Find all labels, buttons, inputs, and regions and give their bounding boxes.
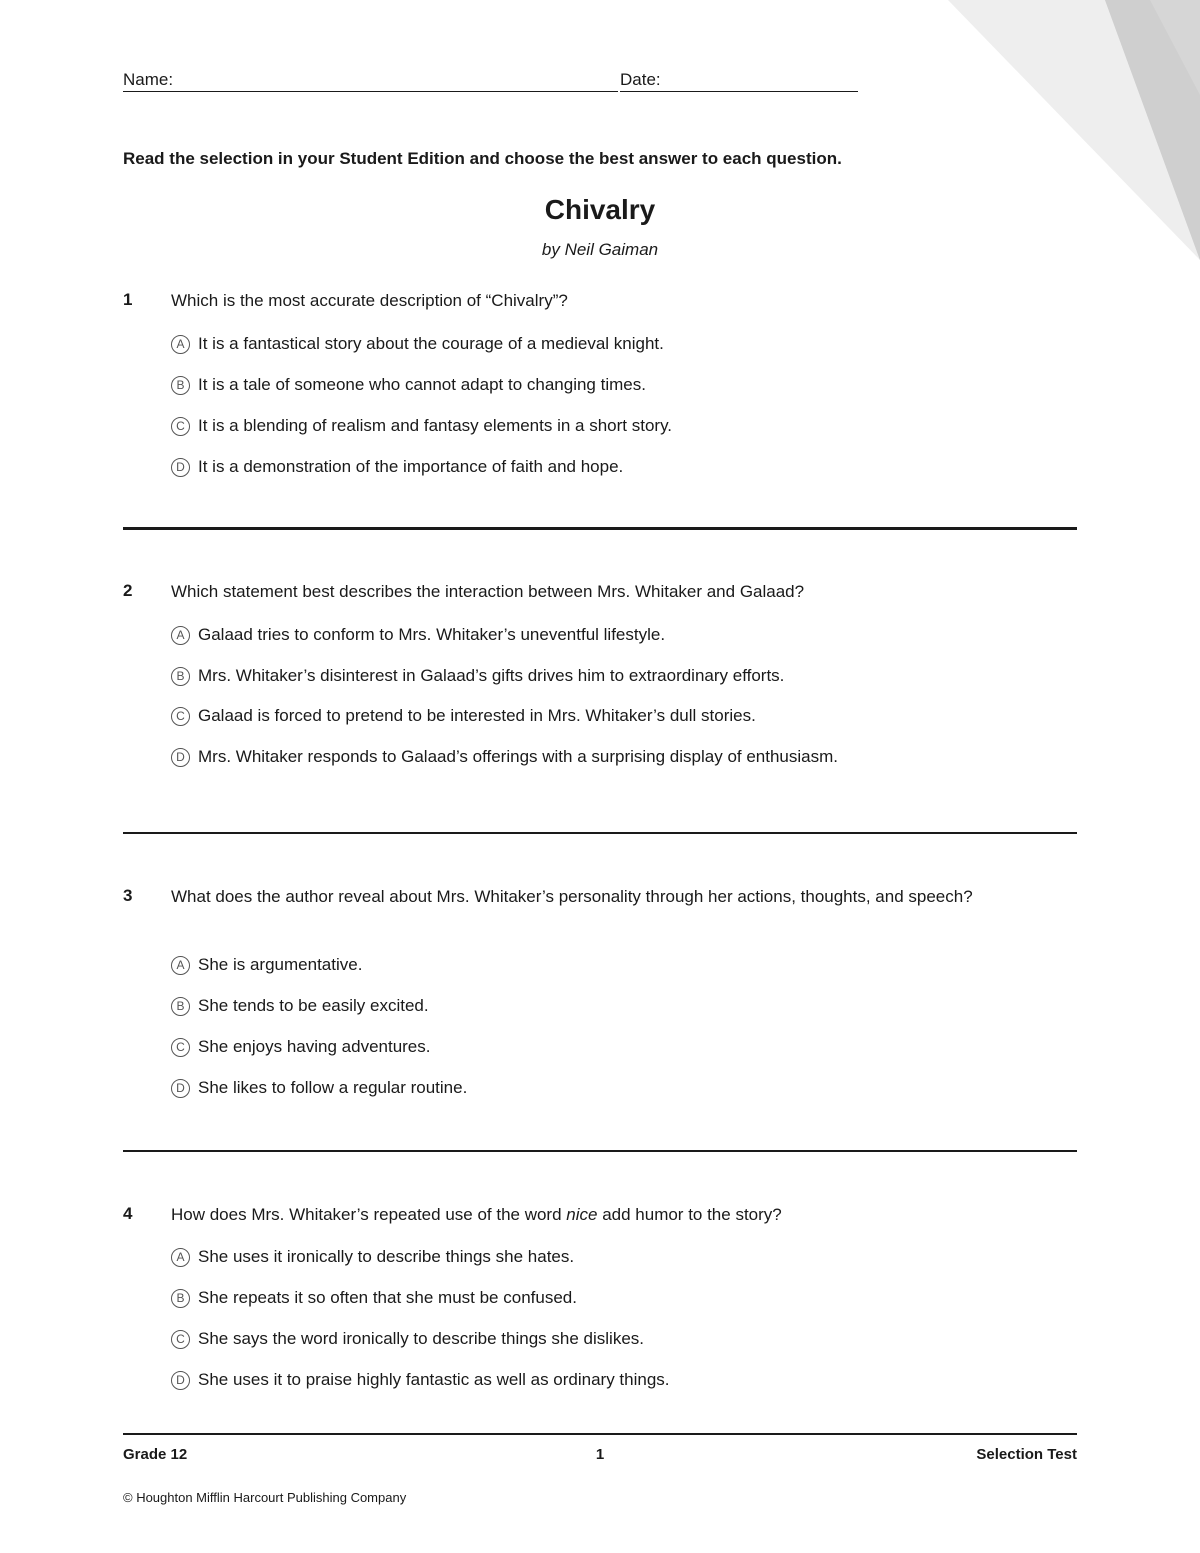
answer-bubble[interactable]: A — [171, 335, 190, 354]
section-divider — [123, 832, 1077, 834]
answer-bubble[interactable]: B — [171, 376, 190, 395]
answer-text: She says the word ironically to describe things she dislikes. — [198, 1329, 644, 1348]
answer-option-a[interactable] — [171, 955, 362, 975]
answer-option-d[interactable] — [171, 457, 623, 477]
answer-text: Galaad tries to conform to Mrs. Whitaker’s uneventful lifestyle. — [198, 625, 666, 644]
answer-text: She enjoys having adventures. — [198, 1037, 431, 1056]
question-number: 3 — [123, 886, 133, 905]
answer-bubble[interactable]: C — [171, 417, 190, 436]
footer-grade: Grade 12 — [123, 1446, 188, 1463]
author-byline: by Neil Gaiman — [541, 240, 659, 259]
answer-option-c[interactable] — [171, 1329, 644, 1349]
answer-bubble[interactable]: D — [171, 1079, 190, 1098]
answer-bubble[interactable]: B — [171, 997, 190, 1016]
date-line[interactable] — [620, 91, 858, 92]
name-line[interactable] — [123, 91, 618, 92]
question-text: Which is the most accurate description of “Chivalry”? — [171, 291, 568, 310]
answer-bubble[interactable]: C — [171, 1330, 190, 1349]
question-text-after: add humor to the story? — [597, 1205, 782, 1224]
answer-bubble[interactable]: A — [171, 1248, 190, 1267]
question-number: 2 — [123, 581, 133, 600]
answer-option-d[interactable] — [171, 1078, 467, 1098]
copyright-notice: © Houghton Mifflin Harcourt Publishing Company — [123, 1490, 407, 1505]
date-field — [620, 70, 661, 90]
name-field — [123, 70, 173, 90]
answer-text: It is a fantastical story about the courage of a medieval knight. — [198, 334, 664, 353]
answer-option-b[interactable] — [171, 996, 429, 1016]
answer-option-d[interactable] — [171, 1370, 670, 1390]
footer-page-number: 1 — [595, 1446, 605, 1463]
question-text: What does the author reveal about Mrs. Whitaker’s personality through her actions, thoughts, and speech? — [171, 887, 973, 906]
section-divider — [123, 1150, 1077, 1152]
answer-option-b[interactable] — [171, 1288, 577, 1308]
answer-text: It is a demonstration of the importance of faith and hope. — [198, 457, 624, 476]
answer-bubble[interactable]: D — [171, 748, 190, 767]
answer-text: Galaad is forced to pretend to be interested in Mrs. Whitaker’s dull stories. — [198, 706, 756, 725]
answer-option-b[interactable] — [171, 666, 784, 686]
answer-text: Mrs. Whitaker’s disinterest in Galaad’s gifts drives him to extraordinary efforts. — [198, 666, 785, 685]
date-label: Date: — [620, 70, 661, 89]
section-divider — [123, 527, 1077, 530]
answer-option-a[interactable] — [171, 1247, 574, 1267]
answer-bubble[interactable]: D — [171, 1371, 190, 1390]
footer-rule — [123, 1433, 1077, 1435]
name-label: Name: — [123, 70, 174, 89]
answer-text: She tends to be easily excited. — [198, 996, 429, 1015]
answer-text: She uses it to praise highly fantastic as well as ordinary things. — [198, 1370, 670, 1389]
instructions: Read the selection in your Student Edition and choose the best answer to each question. — [123, 149, 842, 168]
answer-option-a[interactable] — [171, 625, 665, 645]
answer-option-c[interactable] — [171, 1037, 431, 1057]
answer-text: She likes to follow a regular routine. — [198, 1078, 468, 1097]
answer-text: She repeats it so often that she must be confused. — [198, 1288, 577, 1307]
page-title: Chivalry — [544, 194, 656, 225]
answer-text: She uses it ironically to describe things she hates. — [198, 1247, 575, 1266]
answer-text: It is a tale of someone who cannot adapt to changing times. — [198, 375, 646, 394]
footer-test-type: Selection Test — [976, 1446, 1077, 1463]
answer-text: She is argumentative. — [198, 955, 363, 974]
question-number: 1 — [123, 290, 133, 309]
answer-option-a[interactable] — [171, 334, 664, 354]
answer-text: Mrs. Whitaker responds to Galaad’s offerings with a surprising display of enthusiasm. — [198, 747, 838, 766]
answer-bubble[interactable]: C — [171, 707, 190, 726]
answer-bubble[interactable]: C — [171, 1038, 190, 1057]
answer-bubble[interactable]: A — [171, 626, 190, 645]
answer-option-b[interactable] — [171, 375, 646, 395]
answer-bubble[interactable]: A — [171, 956, 190, 975]
question-text: Which statement best describes the interaction between Mrs. Whitaker and Galaad? — [171, 582, 805, 601]
question-text-before: How does Mrs. Whitaker’s repeated use of the word — [171, 1205, 567, 1224]
question-text — [171, 1202, 1051, 1227]
answer-option-c[interactable] — [171, 706, 756, 726]
answer-text: It is a blending of realism and fantasy elements in a short story. — [198, 416, 673, 435]
answer-option-d[interactable] — [171, 747, 838, 767]
answer-bubble[interactable]: B — [171, 667, 190, 686]
answer-bubble[interactable]: D — [171, 458, 190, 477]
question-number: 4 — [123, 1204, 133, 1223]
answer-option-c[interactable] — [171, 416, 672, 436]
question-text-emphasis: nice — [566, 1205, 598, 1224]
answer-bubble[interactable]: B — [171, 1289, 190, 1308]
